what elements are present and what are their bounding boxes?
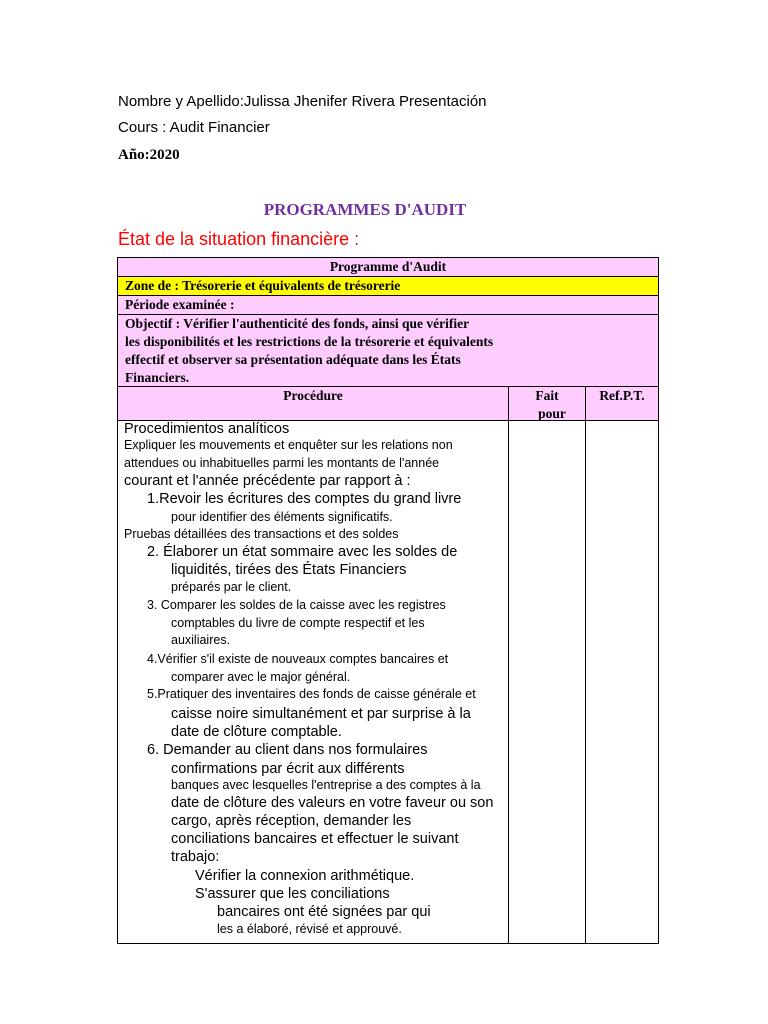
procedure-line: liquidités, tirées des États Financiers (171, 562, 407, 578)
procedure-line: attendues ou inhabituelles parmi les montants de l'année (124, 456, 440, 470)
procedure-line: Vérifier la connexion arithmétique. (195, 868, 415, 884)
procedure-line: 3. Comparer les soldes de la caisse avec les registres (147, 598, 446, 612)
procedure-line: date de clôture des valeurs en votre faveur ou son (171, 795, 494, 811)
procedure-line: Pruebas détaillées des transactions et des soldes (124, 527, 399, 541)
procedure-line: banques avec lesquelles l'entreprise a des comptes à la (171, 778, 481, 792)
col-procedure-header: Procédure (118, 387, 509, 420)
period-cell: Période examinée : (118, 296, 658, 315)
procedure-line: comptables du livre de compte respectif et les (171, 616, 425, 630)
procedure-line: 1.Revoir les écritures des comptes du grand livre (147, 491, 462, 507)
procedure-row (118, 421, 658, 943)
procedure-line: cargo, après réception, demander les (171, 813, 412, 829)
procedure-line: confirmations par écrit aux différents (171, 761, 405, 777)
procedure-line: Expliquer les mouvements et enquêter sur les relations non (124, 438, 453, 452)
procedure-line: courant et l'année précédente par rapport à : (124, 473, 411, 489)
procedure-line: bancaires ont été signées par qui (217, 904, 431, 920)
procedure-line: préparés par le client. (171, 580, 292, 594)
procedure-line: Procedimientos analíticos (124, 421, 290, 437)
section-subtitle: État de la situation financière : (118, 229, 360, 249)
col-done-header-line2: pour (538, 406, 566, 421)
procedure-line: conciliations bancaires et effectuer le suivant (171, 831, 459, 847)
column-header-row (118, 387, 658, 421)
objective-line: les disponibilités et les restrictions de la trésorerie et équivalents (125, 334, 494, 349)
course-line: Cours : Audit Financier (118, 119, 270, 136)
done-by-cell (509, 421, 586, 943)
col-done-header-line1: Fait (535, 388, 559, 403)
objective-line: Objectif : Vérifier l'authenticité des fonds, ainsi que vérifier (125, 316, 470, 331)
procedure-line: comparer avec le major général. (171, 670, 351, 684)
procedure-line: 4.Vérifier s'il existe de nouveaux comptes bancaires et (147, 652, 449, 666)
col-done-header (509, 387, 586, 420)
document-title: PROGRAMMES D'AUDIT (263, 200, 467, 219)
ref-cell (586, 421, 658, 943)
procedure-line: trabajo: (171, 849, 220, 865)
procedure-line: auxiliaires. (171, 633, 231, 647)
procedure-cell (118, 421, 509, 943)
objective-cell (118, 315, 658, 387)
program-title-cell: Programme d'Audit (118, 258, 658, 277)
procedure-line: 6. Demander au client dans nos formulaires (147, 742, 428, 758)
zone-cell: Zone de : Trésorerie et équivalents de trésorerie (118, 277, 658, 296)
col-ref-header: Ref.P.T. (599, 388, 645, 403)
procedure-line: 2. Élaborer un état sommaire avec les soldes de (147, 544, 458, 560)
objective-line: Financiers. (125, 370, 190, 385)
procedure-line: les a élaboré, révisé et approuvé. (217, 922, 402, 936)
procedure-line: pour identifier des éléments significatifs. (171, 510, 393, 524)
procedure-line: date de clôture comptable. (171, 724, 342, 740)
procedure-line: caisse noire simultanément et par surprise à la (171, 706, 471, 722)
year-line: Año:2020 (118, 147, 180, 163)
procedure-line: S'assurer que les conciliations (195, 886, 390, 902)
objective-line: effectif et observer sa présentation adéquate dans les États (125, 352, 461, 367)
audit-program-table (117, 257, 659, 944)
student-name-line: Nombre y Apellido:Julissa Jhenifer Rivera Presentación (118, 93, 487, 110)
procedure-line: 5.Pratiquer des inventaires des fonds de caisse générale et (147, 687, 476, 701)
